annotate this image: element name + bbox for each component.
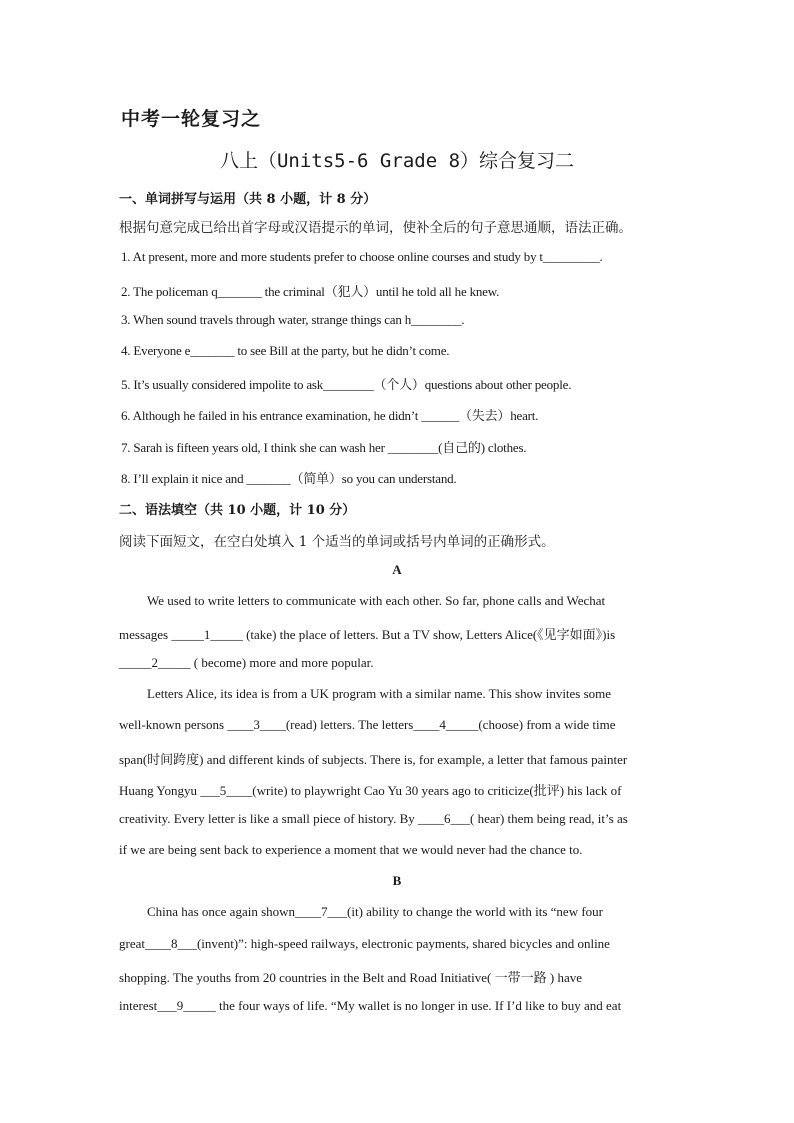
passage-b-line: shopping. The youths from 20 countries in the Belt and Road Initiative( 一带一路 ) have [119, 970, 582, 985]
passage-a-line: Huang Yongyu ___5____(write) to playwright Cao Yu 30 years ago to criticize(批评) his lack of [119, 783, 622, 798]
question-6: 6. Although he failed in his entrance examination, he didn’t ______（失去）heart. [121, 408, 539, 423]
question-3: 3. When sound travels through water, strange things can h________. [121, 312, 465, 327]
section1-instruction: 根据句意完成已给出首字母或汉语提示的单词，使补全后的句子意思通顺，语法正确。 [119, 220, 632, 236]
passage-a-line: messages _____1_____ (take) the place of letters. But a TV show, Letters Alice(《见字如面》)is [119, 627, 616, 642]
passage-a-line: We used to write letters to communicate with each other. So far, phone calls and Wechat [147, 593, 606, 608]
question-5: 5. It’s usually considered impolite to ask________（个人）questions about other people. [121, 377, 572, 392]
kicker-heading: 中考一轮复习之 [121, 108, 262, 130]
passage-b-line: interest___9_____ the four ways of life. “My wallet is no longer in use. If I’d like to buy and eat [119, 998, 622, 1013]
question-4: 4. Everyone e_______ to see Bill at the party, but he didn’t come. [121, 343, 450, 358]
question-1: 1. At present, more and more students prefer to choose online courses and study by t_________. [121, 249, 603, 264]
section2-instruction: 阅读下面短文，在空白处填入 1 个适当的单词或括号内单词的正确形式。 [119, 534, 555, 550]
passage-a-line: if we are being sent back to experience a moment that we would never had the chance to. [119, 842, 583, 857]
passage-a-line: creativity. Every letter is like a small piece of history. By ____6___( hear) them being read, it’s as [119, 811, 628, 826]
section2-heading: 二、语法填空（共 10 小题，计 10 分） [119, 503, 356, 518]
passage-a-line: span(时间跨度) and different kinds of subjects. There is, for example, a letter that famous painter [119, 752, 628, 767]
question-7: 7. Sarah is fifteen years old, I think she can wash her ________(自己的) clothes. [121, 440, 527, 455]
question-2: 2. The policeman q_______ the criminal（犯人）until he told all he knew. [121, 284, 500, 299]
passage-a-label: A [392, 562, 402, 577]
question-8: 8. I’ll explain it nice and _______（简单）so you can understand. [121, 471, 457, 486]
page-title: 八上（Units5-6 Grade 8）综合复习二 [219, 150, 575, 172]
passage-b-line: China has once again shown____7___(it) ability to change the world with its “new four [147, 904, 603, 919]
passage-b-label: B [392, 873, 402, 888]
passage-a-line: Letters Alice, its idea is from a UK program with a similar name. This show invites some [147, 686, 612, 701]
passage-b-line: great____8___(invent)”: high-speed railways, electronic payments, shared bicycles and online [119, 936, 610, 951]
section1-heading: 一、单词拼写与运用（共 8 小题，计 8 分） [119, 192, 377, 207]
passage-a-line: well-known persons ____3____(read) letters. The letters____4_____(choose) from a wide time [119, 717, 616, 732]
passage-a-line: _____2_____ ( become) more and more popular. [119, 655, 374, 670]
